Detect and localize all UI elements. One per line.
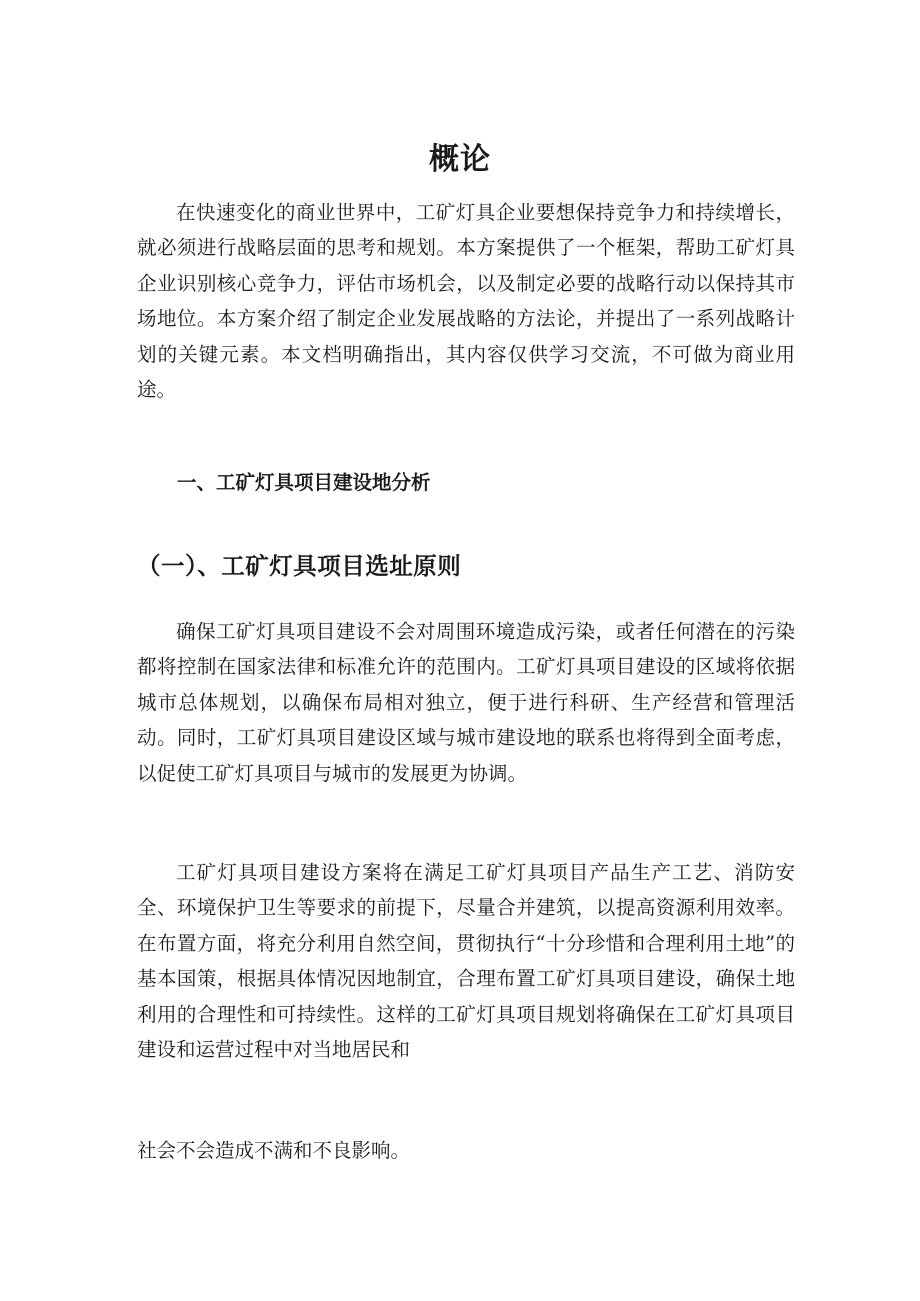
document-title: 概论 — [429, 142, 491, 178]
section-heading: 一、工矿灯具项目建设地分析 — [177, 471, 431, 494]
body-paragraph-3: 社会不会造成不满和不良影响。 — [137, 1139, 411, 1162]
body-paragraph-2: 工矿灯具项目建设方案将在满足工矿灯具项目产品生产工艺、消防安全、环境保护卫生等要求的前提下，尽量合并建筑，以提高资源利用效率。在布置方面，将充分利用自然空间，贯彻执行“十分珍惜和合理利用土地”的基本国策，根据具体情况因地制宜，合理布置工矿灯具项目建设，确保土地利用的合理性和可持续性。这样的工矿灯具项目规划将确保在工矿灯具项目建设和运营过程中对当地居民和 — [137, 861, 795, 1062]
body-paragraph-1: 确保工矿灯具项目建设不会对周围环境造成污染，或者任何潜在的污染都将控制在国家法律和标准允许的范围内。工矿灯具项目建设的区域将依据城市总体规划，以确保布局相对独立，便于进行科研、生产经营和管理活动。同时，工矿灯具项目建设区域与城市建设地的联系也将得到全面考虑，以促使工矿灯具项目与城市的发展更为协调。 — [137, 620, 795, 785]
subsection-heading: （一）、工矿灯具项目选址原则 — [137, 552, 462, 580]
intro-paragraph: 在快速变化的商业世界中，工矿灯具企业要想保持竞争力和持续增长，就必须进行战略层面的思考和规划。本方案提供了一个框架，帮助工矿灯具企业识别核心竞争力，评估市场机会，以及制定必要的战略行动以保持其市场地位。本方案介绍了制定企业发展战略的方法论，并提出了一系列战略计划的关键元素。本文档明确指出，其内容仅供学习交流，不可做为商业用途。 — [137, 201, 795, 402]
